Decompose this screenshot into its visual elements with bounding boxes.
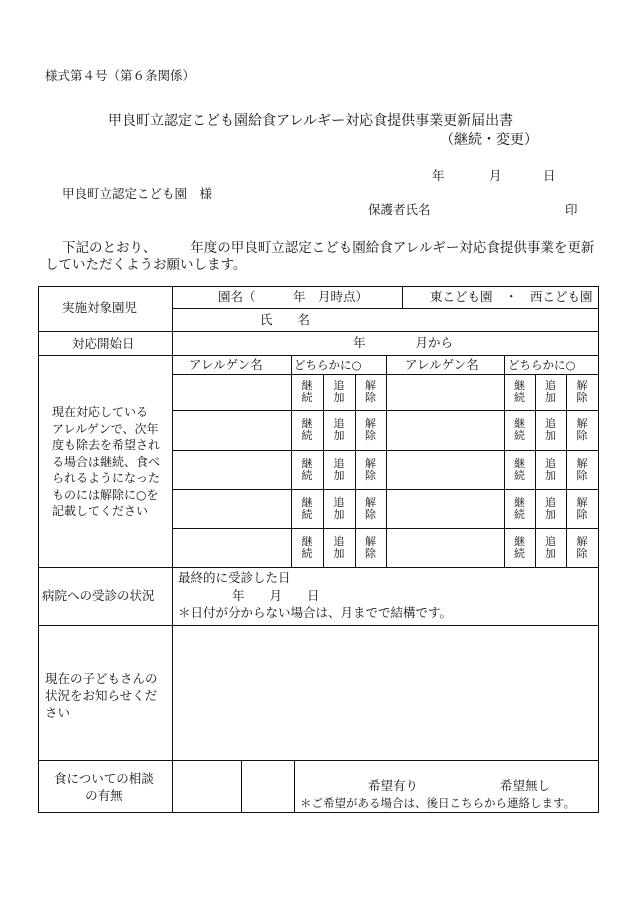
start-date-value[interactable]: 年 月から bbox=[353, 335, 454, 350]
date-day-label: 日 bbox=[543, 168, 556, 183]
consultation-label: 食についての相談 の有無 bbox=[54, 771, 154, 803]
allergen-option-add[interactable]: 追 加 bbox=[333, 456, 345, 482]
allergen-name-field[interactable] bbox=[173, 411, 290, 449]
date-year-label: 年 bbox=[432, 168, 445, 183]
allergen-name-field[interactable] bbox=[387, 411, 503, 449]
allergen-option-continue[interactable]: 継 続 bbox=[301, 417, 313, 442]
allergen-name-field[interactable] bbox=[387, 529, 503, 566]
column-divider bbox=[402, 286, 403, 309]
document-subtitle: （継続・変更） bbox=[440, 132, 538, 148]
allergen-instructions: 現在対応している アレルゲンで、次年 度も除去を希望され る場合は継続、食べ られるようになった ものには解除に○を 記載してください bbox=[52, 405, 161, 518]
allergen-option-continue[interactable]: 継 続 bbox=[514, 495, 525, 521]
allergen-option-add[interactable]: 追 加 bbox=[333, 534, 345, 560]
row-divider bbox=[38, 331, 599, 332]
allergen-name-field[interactable] bbox=[173, 529, 290, 566]
column-divider bbox=[323, 374, 324, 568]
row-divider bbox=[38, 567, 599, 568]
guardian-name-label: 保護者氏名 bbox=[368, 202, 431, 217]
table-border bbox=[38, 286, 599, 287]
consult-no-option[interactable]: 希望無し bbox=[500, 778, 551, 793]
allergen-name-field[interactable] bbox=[387, 490, 503, 527]
school-name-label: 園名（ 年 月時点） bbox=[218, 289, 369, 304]
current-status-field[interactable] bbox=[174, 628, 596, 758]
row-divider bbox=[38, 625, 599, 626]
table-border bbox=[598, 286, 599, 813]
seal-mark: 印 bbox=[565, 202, 578, 217]
allergen-option-continue[interactable]: 継 続 bbox=[514, 379, 525, 404]
choose-one-header-right: どちらかに○ bbox=[508, 358, 576, 372]
date-month-label: 月 bbox=[489, 168, 502, 183]
allergen-name-header-left: アレルゲン名 bbox=[189, 357, 263, 372]
allergen-name-header-right: アレルゲン名 bbox=[405, 357, 479, 372]
last-visit-note: ＊日付が分からない場合は、月までで結構です。 bbox=[178, 605, 453, 620]
allergen-option-remove[interactable]: 解 除 bbox=[576, 534, 588, 560]
intro-line-2: していただくようお願いします。 bbox=[45, 257, 247, 273]
start-date-label: 対応開始日 bbox=[72, 336, 135, 351]
form-number: 様式第４号（第６条関係） bbox=[45, 68, 196, 83]
allergen-option-add[interactable]: 追 加 bbox=[545, 456, 556, 482]
allergen-option-remove[interactable]: 解 除 bbox=[365, 379, 376, 404]
allergen-name-field[interactable] bbox=[173, 451, 290, 488]
allergen-option-continue[interactable]: 継 続 bbox=[514, 417, 525, 442]
column-divider bbox=[291, 355, 292, 568]
table-border bbox=[38, 812, 599, 813]
row-divider bbox=[172, 308, 598, 309]
child-label: 実施対象園児 bbox=[62, 300, 138, 315]
child-name-field[interactable] bbox=[340, 310, 596, 329]
allergen-name-field[interactable] bbox=[387, 375, 503, 409]
allergen-option-remove[interactable]: 解 除 bbox=[365, 456, 376, 482]
table-border bbox=[38, 286, 39, 813]
row-divider bbox=[38, 760, 599, 761]
allergen-option-remove[interactable]: 解 除 bbox=[576, 456, 588, 482]
row-divider bbox=[38, 355, 599, 356]
allergen-option-add[interactable]: 追 加 bbox=[333, 495, 345, 521]
school-options[interactable]: 東こども園 ・ 西こども園 bbox=[430, 289, 593, 304]
last-visit-label: 最終的に受診した日 bbox=[178, 570, 291, 585]
addressee: 甲良町立認定こども園 様 bbox=[62, 186, 213, 201]
column-divider bbox=[355, 374, 356, 568]
allergen-name-field[interactable] bbox=[173, 375, 290, 409]
allergen-name-field[interactable] bbox=[173, 490, 290, 527]
allergen-option-add[interactable]: 追 加 bbox=[333, 379, 345, 404]
allergen-option-add[interactable]: 追 加 bbox=[333, 417, 345, 442]
allergen-option-add[interactable]: 追 加 bbox=[545, 379, 556, 404]
current-status-label: 現在の子どもさんの 状況をお知らせくだ さい bbox=[45, 671, 158, 720]
allergen-option-continue[interactable]: 継 続 bbox=[301, 534, 313, 560]
column-divider bbox=[504, 355, 505, 568]
intro-line-1: 下記のとおり、 年度の甲良町立認定こども園給食アレルギー対応食提供事業を更新 bbox=[62, 240, 595, 256]
allergen-option-remove[interactable]: 解 除 bbox=[576, 379, 588, 404]
allergen-option-remove[interactable]: 解 除 bbox=[576, 417, 588, 442]
document-title: 甲良町立認定こども園給食アレルギー対応食提供事業更新届出書 bbox=[108, 113, 514, 129]
allergen-option-remove[interactable]: 解 除 bbox=[365, 417, 376, 442]
column-divider bbox=[566, 374, 567, 568]
allergen-option-remove[interactable]: 解 除 bbox=[365, 534, 376, 560]
allergen-option-continue[interactable]: 継 続 bbox=[301, 456, 313, 482]
column-divider bbox=[294, 760, 295, 813]
allergen-option-add[interactable]: 追 加 bbox=[545, 534, 556, 560]
column-divider bbox=[241, 760, 242, 813]
allergen-option-continue[interactable]: 継 続 bbox=[514, 456, 525, 482]
consult-note: ＊ご希望がある場合は、後日こちらから連絡します。 bbox=[300, 796, 576, 810]
allergen-option-add[interactable]: 追 加 bbox=[545, 417, 556, 442]
allergen-option-remove[interactable]: 解 除 bbox=[365, 495, 376, 521]
allergen-option-continue[interactable]: 継 続 bbox=[301, 495, 313, 521]
allergen-option-continue[interactable]: 継 続 bbox=[514, 534, 525, 560]
child-name-label: 氏 名 bbox=[260, 312, 311, 327]
consult-yes-option[interactable]: 希望有り bbox=[368, 778, 419, 793]
allergen-name-field[interactable] bbox=[387, 451, 503, 488]
allergen-option-add[interactable]: 追 加 bbox=[545, 495, 556, 521]
allergen-option-remove[interactable]: 解 除 bbox=[576, 495, 588, 521]
last-visit-date[interactable]: 年 月 日 bbox=[232, 588, 320, 603]
choose-one-header-left: どちらかに○ bbox=[294, 358, 362, 372]
column-divider bbox=[535, 374, 536, 568]
hospital-visit-label: 病院への受診の状況 bbox=[42, 588, 155, 603]
allergen-option-continue[interactable]: 継 続 bbox=[301, 379, 313, 404]
